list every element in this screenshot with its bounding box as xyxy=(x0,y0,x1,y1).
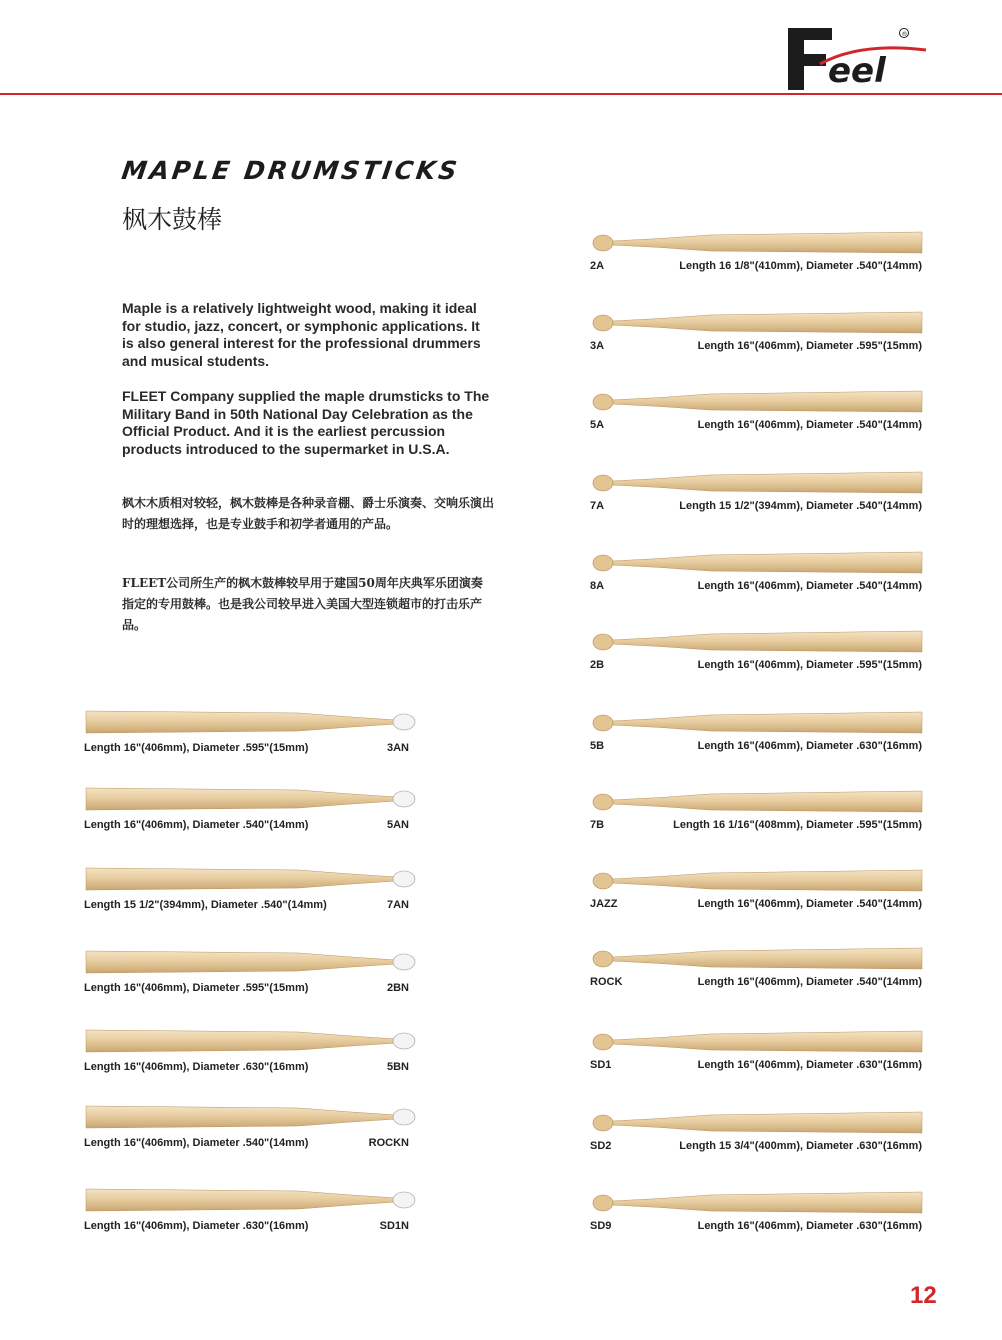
wood-tip-icon xyxy=(593,315,613,331)
stick-spec-label: Length 16 1/8"(410mm), Diameter .540"(14mm) xyxy=(679,260,922,272)
stick-model-label: SD9 xyxy=(590,1220,612,1232)
nylon-tip-icon xyxy=(393,871,415,887)
wood-tip-icon xyxy=(593,235,613,251)
stick-row-5an xyxy=(0,786,1002,836)
stick-model-label: 7A xyxy=(590,500,605,512)
stick-row-3an xyxy=(0,709,1002,759)
stick-spec-label: Length 16 1/16"(408mm), Diameter .595"(15mm) xyxy=(673,819,922,831)
stick-row-7a xyxy=(0,470,1002,520)
right-drumstick-4 xyxy=(590,550,924,576)
stick-model-label: 3AN xyxy=(386,742,409,754)
stick-spec-label: Length 15 3/4"(400mm), Diameter .630"(16mm) xyxy=(679,1140,922,1152)
stick-spec-label: Length 15 1/2"(394mm), Diameter .540"(14mm) xyxy=(679,500,922,512)
stick-model-label: ROCKN xyxy=(368,1137,409,1149)
left-drumstick-2 xyxy=(84,866,418,892)
intro-paragraph: Maple is a relatively lightweight wood, making it ideal for studio, jazz, concert, or symphonic applications. It is also general interest for the professional drummers and musical students. xyxy=(122,300,481,369)
stick-row-5a xyxy=(0,389,1002,439)
wood-tip-icon xyxy=(593,634,613,650)
nylon-tip-icon xyxy=(393,954,415,970)
stick-spec-label: Length 16"(406mm), Diameter .630"(16mm) xyxy=(84,1061,309,1073)
stick-spec-label: Length 16"(406mm), Diameter .595"(15mm) xyxy=(84,742,309,754)
stick-model-label: 2B xyxy=(590,659,605,671)
stick-row-2a xyxy=(0,230,1002,280)
stick-spec-label: Length 16"(406mm), Diameter .540"(14mm) xyxy=(697,976,922,988)
wood-tip-icon xyxy=(593,394,613,410)
stick-row-8a xyxy=(0,550,1002,600)
wood-tip-icon xyxy=(593,475,613,491)
stick-spec-label: Length 16"(406mm), Diameter .630"(16mm) xyxy=(697,740,922,752)
stick-model-label: 7B xyxy=(590,819,605,831)
stick-model-label: 8A xyxy=(590,580,605,592)
stick-model-label: JAZZ xyxy=(590,898,618,910)
right-drumstick-3 xyxy=(590,470,924,496)
stick-model-label: 5AN xyxy=(386,819,409,831)
header-divider xyxy=(0,93,1002,95)
logo-wordmark: eel xyxy=(828,51,886,91)
nylon-tip-icon xyxy=(393,1109,415,1125)
stick-row-2b xyxy=(0,629,1002,679)
stick-spec-label: Length 16"(406mm), Diameter .540"(14mm) xyxy=(697,419,922,431)
page-title: MAPLE DRUMSTICKS xyxy=(119,156,462,185)
left-drumstick-6 xyxy=(84,1187,418,1213)
nylon-tip-icon xyxy=(393,791,415,807)
stick-model-label: SD2 xyxy=(590,1140,612,1152)
stick-model-label: 2A xyxy=(590,260,605,272)
stick-spec-label: Length 16"(406mm), Diameter .540"(14mm) xyxy=(697,580,922,592)
brand-logo xyxy=(780,22,930,94)
right-drumstick-0 xyxy=(590,230,924,256)
page-number: 12 xyxy=(910,1282,937,1309)
stick-model-label: SD1N xyxy=(379,1220,409,1232)
right-drumstick-2 xyxy=(590,389,924,415)
page-subtitle-cn: 枫木鼓棒 xyxy=(122,205,223,234)
stick-model-label: 5A xyxy=(590,419,605,431)
stick-spec-label: Length 15 1/2"(394mm), Diameter .540"(14mm) xyxy=(84,899,327,911)
stick-spec-label: Length 16"(406mm), Diameter .595"(15mm) xyxy=(697,659,922,671)
stick-spec-label: Length 16"(406mm), Diameter .540"(14mm) xyxy=(697,898,922,910)
stick-spec-label: Length 16"(406mm), Diameter .540"(14mm) xyxy=(84,819,309,831)
stick-model-label: 7AN xyxy=(386,899,409,911)
wood-tip-icon xyxy=(593,555,613,571)
nylon-tip-icon xyxy=(393,714,415,730)
stick-model-label: 2BN xyxy=(386,982,409,994)
right-drumstick-1 xyxy=(590,310,924,336)
company-paragraph-cn: FLEET公司所生产的枫木鼓棒较早用于建国50周年庆典军乐团演奏指定的专用鼓棒。也是我公司较早进入美国大型连锁超市的打击乐产品。 xyxy=(122,576,483,632)
left-drumstick-3 xyxy=(84,949,418,975)
left-drumstick-1 xyxy=(84,786,418,812)
left-drumstick-0 xyxy=(84,709,418,735)
stick-model-label: SD1 xyxy=(590,1059,612,1071)
stick-row-sd1n xyxy=(0,1187,1002,1237)
stick-model-label: ROCK xyxy=(590,976,623,988)
left-drumstick-5 xyxy=(84,1104,418,1130)
stick-row-7an xyxy=(0,866,1002,916)
left-drumstick-4 xyxy=(84,1028,418,1054)
stick-spec-label: Length 16"(406mm), Diameter .540"(14mm) xyxy=(84,1137,309,1149)
stick-model-label: 5BN xyxy=(386,1061,409,1073)
stick-spec-label: Length 16"(406mm), Diameter .630"(16mm) xyxy=(697,1220,922,1232)
stick-spec-label: Length 16"(406mm), Diameter .630"(16mm) xyxy=(84,1220,309,1232)
nylon-tip-icon xyxy=(393,1192,415,1208)
stick-spec-label: Length 16"(406mm), Diameter .595"(15mm) xyxy=(84,982,309,994)
stick-row-5bn xyxy=(0,1028,1002,1078)
company-paragraph: FLEET Company supplied the maple drumsticks to The Military Band in 50th National Day Celebration as the Official Product. And it is the earliest percussion products introduced to the supermarket in U.S.A. xyxy=(122,388,490,457)
stick-row-2bn xyxy=(0,949,1002,999)
stick-spec-label: Length 16"(406mm), Diameter .630"(16mm) xyxy=(697,1059,922,1071)
right-drumstick-5 xyxy=(590,629,924,655)
stick-model-label: 3A xyxy=(590,340,605,352)
feel-logo-graphic xyxy=(780,22,930,94)
stick-row-3a xyxy=(0,310,1002,360)
stick-model-label: 5B xyxy=(590,740,605,752)
intro-paragraph-cn: 枫木木质相对较轻，枫木鼓棒是各种录音棚、爵士乐演奏、交响乐演出时的理想选择，也是专业鼓手和初学者通用的产品。 xyxy=(122,496,495,531)
nylon-tip-icon xyxy=(393,1033,415,1049)
svg-text:®: ® xyxy=(901,31,908,38)
stick-spec-label: Length 16"(406mm), Diameter .595"(15mm) xyxy=(697,340,922,352)
stick-row-rockn xyxy=(0,1104,1002,1154)
